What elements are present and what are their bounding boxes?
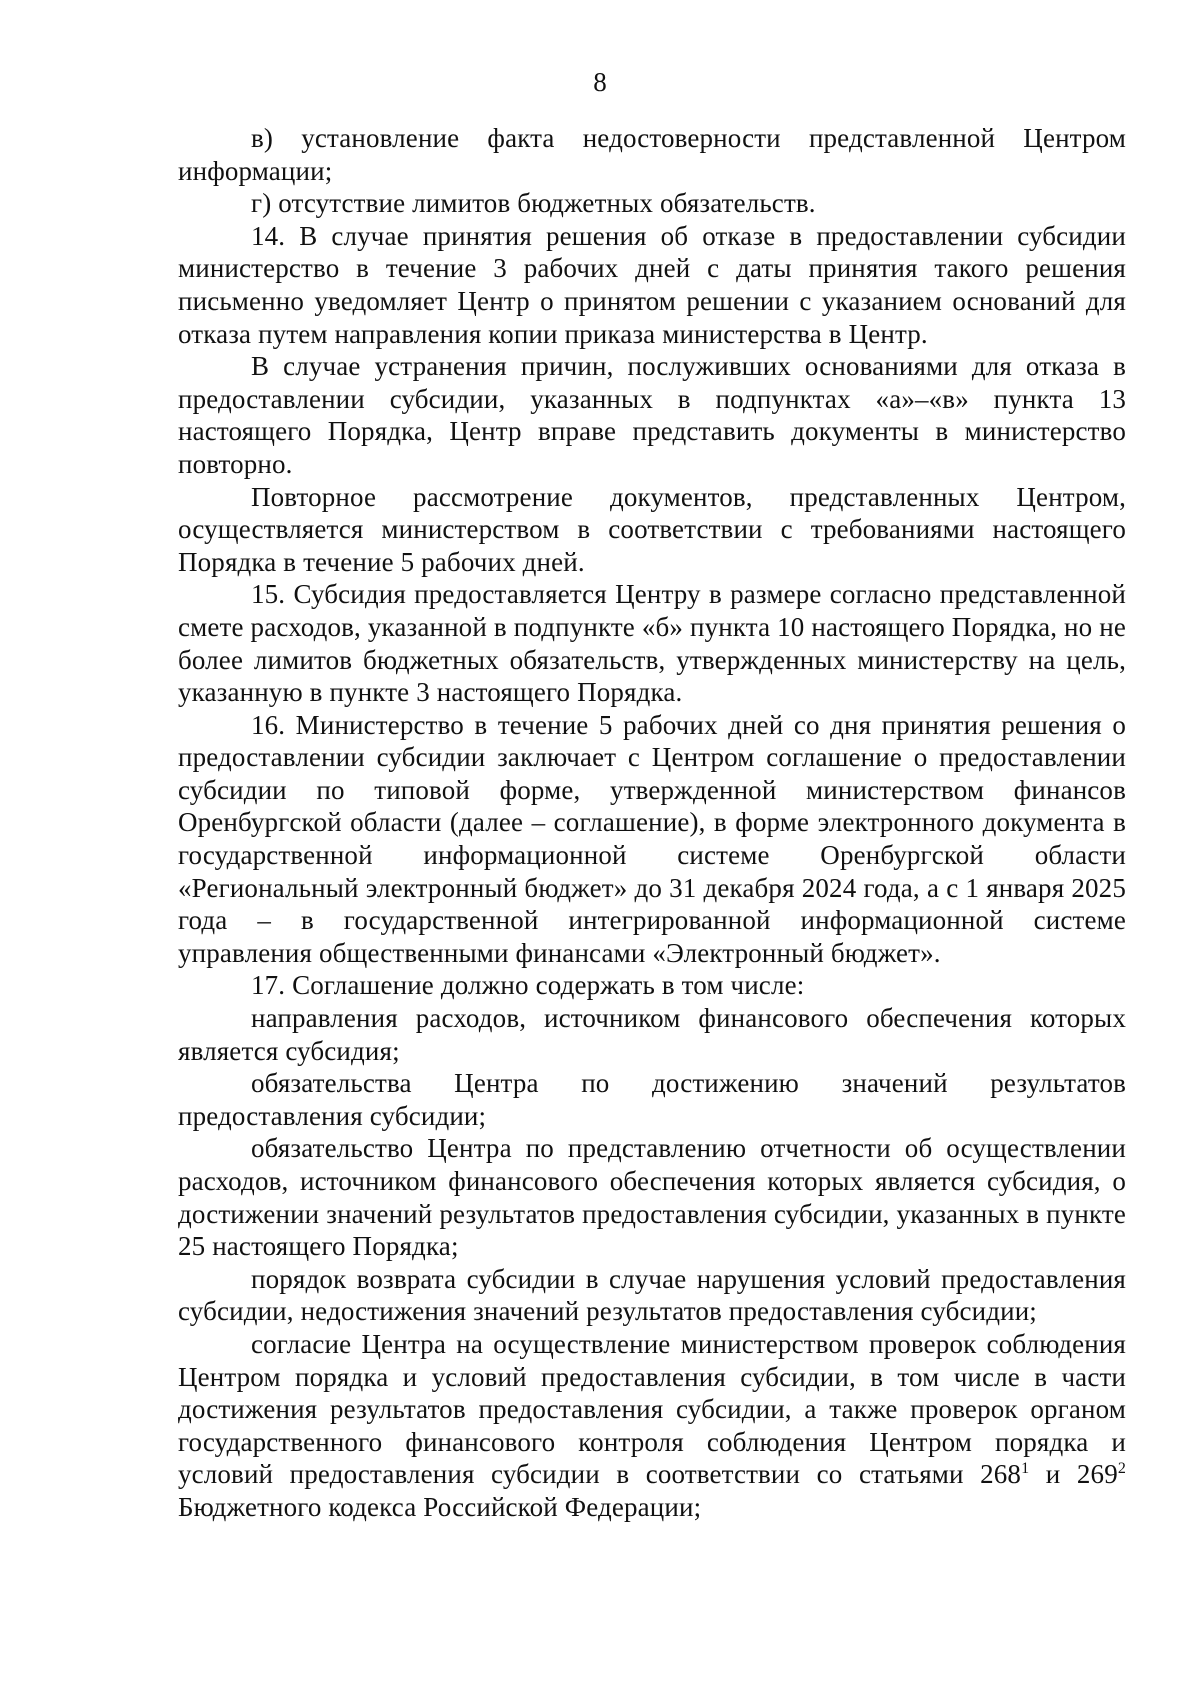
paragraph-13-v: в) установление факта недостоверности представленной Центром информации; [178, 123, 1126, 186]
paragraph-14: 14. В случае принятия решения об отказе в предоставлении субсидии министерство в течение 3 рабочих дней с даты принятия такого решения письменно уведомляет Центр о принятом решении с указанием оснований для отказа путем направления копии приказа министерства в Центр. [178, 220, 1126, 349]
consent-text-middle: и 269 [1029, 1459, 1118, 1490]
paragraph-13-g: г) отсутствие лимитов бюджетных обязательств. [251, 188, 816, 219]
document-body [178, 122, 1126, 1524]
paragraph-15: 15. Субсидия предоставляется Центру в размере согласно представленной смете расходов, указанной в подпункте «б» пункта 10 настоящего Порядка, но не более лимитов бюджетных обязательств, утвержденных министерству на цель, указанную в пункте 3 настоящего Порядка. [178, 579, 1126, 708]
consent-text-end: Бюджетного кодекса Российской Федерации; [178, 1491, 702, 1522]
paragraph-17: 17. Соглашение должно содержать в том числе: [251, 970, 805, 1001]
page-number: 8 [593, 67, 607, 97]
list-item-expense-directions: направления расходов, источником финансового обеспечения которых является субсидия; [178, 1003, 1126, 1066]
paragraph-14-elimination: В случае устранения причин, послуживших основаниями для отказа в предоставлении субсидии, указанных в подпунктах «а»–«в» пункта 13 настоящего Порядка, Центр вправе представить документы в министерство повторно. [178, 351, 1126, 479]
superscript-2: 2 [1117, 1460, 1126, 1478]
list-item-inspection-consent [178, 1328, 1126, 1524]
superscript-1: 1 [1021, 1460, 1030, 1478]
consent-text-start: согласие Центра на осуществление министерством проверок соблюдения Центром порядка и условий предоставления субсидии, в том числе в части достижения результатов предоставления субсидии, а также проверок органом государственного финансового контроля соблюдения Центром порядка и условий предоставления субсидии в соответствии со статьями 268 [178, 1328, 1126, 1490]
paragraph-16: 16. Министерство в течение 5 рабочих дней со дня принятия решения о предоставлении субсидии заключает с Центром соглашение о предоставлении субсидии по типовой форме, утвержденной министерством финансов Оренбургской области (далее – соглашение), в форме электронного документа в государственной информационной системе Оренбургской области «Региональный электронный бюджет» до 31 декабря 2024 года, а с 1 января 2025 года – в государственной интегрированной информационной системе управления общественными финансами «Электронный бюджет». [178, 709, 1126, 968]
paragraph-14-resubmission: Повторное рассмотрение документов, представленных Центром, осуществляется министерством в соответствии с требованиями настоящего Порядка в течение 5 рабочих дней. [178, 481, 1126, 577]
list-item-return-procedure: порядок возврата субсидии в случае нарушения условий предоставления субсидии, недостижения значений результатов предоставления субсидии; [178, 1263, 1126, 1327]
list-item-reporting-obligation: обязательство Центра по представлению отчетности об осуществлении расходов, источником финансового обеспечения которых является субсидия, о достижении значений результатов предоставления субсидии, указанных в пункте 25 настоящего Порядка; [178, 1133, 1126, 1262]
list-item-result-obligations: обязательства Центра по достижению значений результатов предоставления субсидии; [178, 1068, 1126, 1131]
